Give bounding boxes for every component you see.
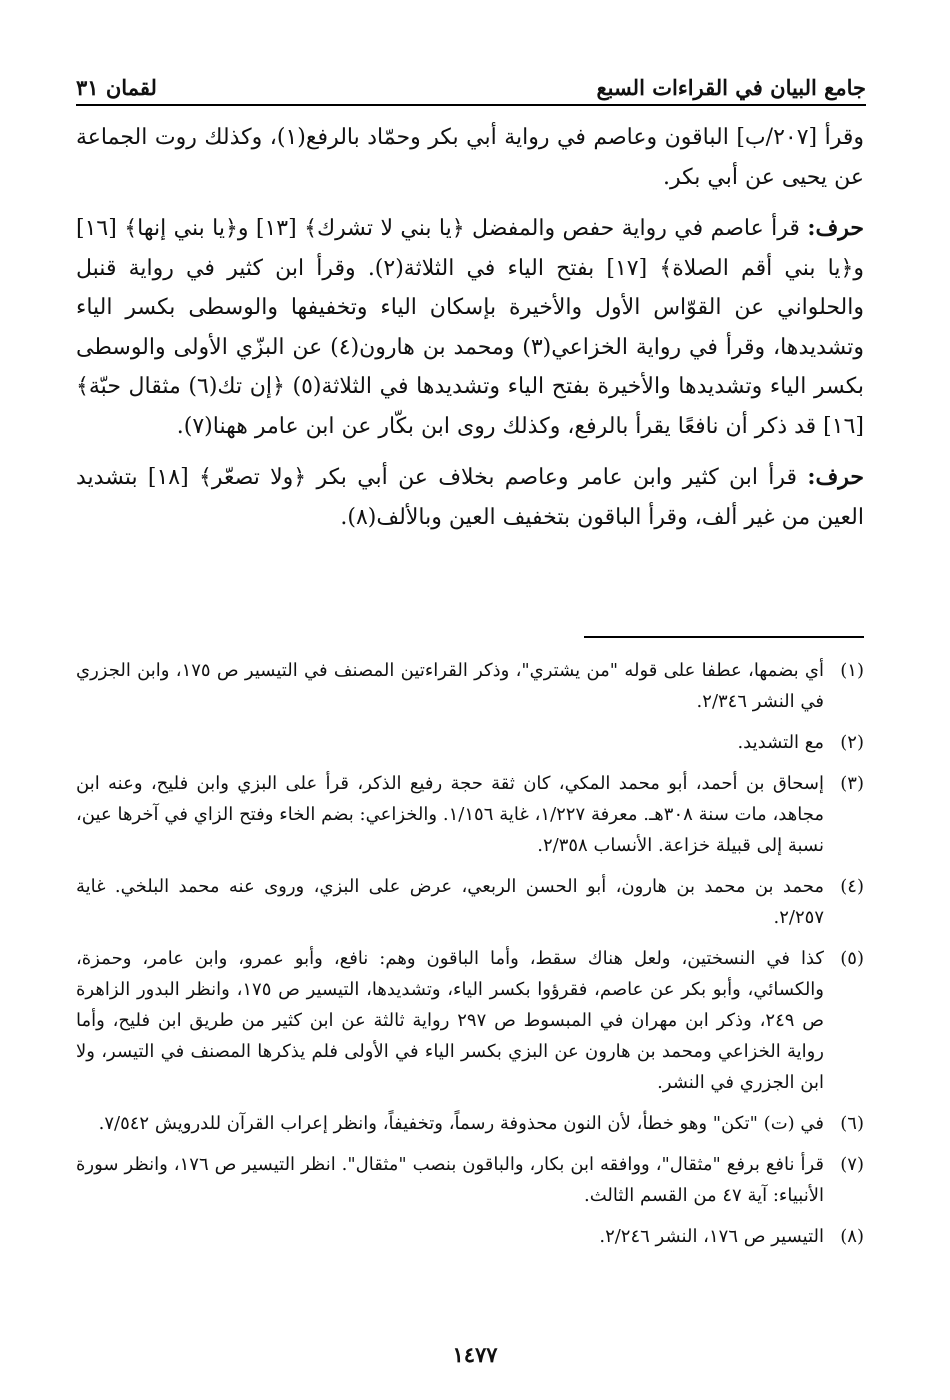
footnote bbox=[76, 1108, 864, 1139]
footnote-number: (٢) bbox=[840, 732, 864, 753]
footnote-number: (٦) bbox=[840, 1113, 864, 1134]
footnotes bbox=[76, 655, 864, 1262]
footnote-number: (٨) bbox=[840, 1226, 864, 1247]
surah-label: لقمان ٣١ bbox=[76, 75, 157, 100]
paragraph-2 bbox=[76, 209, 864, 446]
footnote bbox=[76, 871, 864, 933]
paragraph-3 bbox=[76, 458, 864, 537]
footnote bbox=[76, 727, 864, 758]
paragraph-2-text: قرأ عاصم في رواية حفص والمفضل ﴿يا بني لا تشرك﴾ [١٣] و﴿يا بني إنها﴾ [١٦] و﴿يا بني أقم الصلاة﴾ [١٧] بفتح الياء في الثلاثة(٢). وقرأ ابن كثير في رواية قنبل والحلواني عن القوّاس الأول والأخيرة بإسكان الياء وتخفيفها والوسطى بكسر الياء وتشديدها، وقرأ في رواية الخزاعي(٣) ومحمد بن هارون(٤) عن البزّي الأولى والوسطى بكسر الياء وتشديدها والأخيرة بفتح الياء وتشديدها في الثلاثة(٥) ﴿إن تك(٦) مثقال حبّة﴾ [١٦] قد ذكر أن نافعًا يقرأ بالرفع، وكذلك روى ابن بكّار عن ابن عامر ههنا(٧). bbox=[76, 216, 865, 439]
running-header bbox=[76, 66, 866, 106]
footnote bbox=[76, 943, 864, 1098]
paragraph-3-text: قرأ ابن كثير وابن عامر وعاصم بخلاف عن أبي بكر ﴿ولا تصعّر﴾ [١٨] بتشديد العين من غير ألف، وقرأ الباقون بتخفيف العين وبالألف(٨). bbox=[76, 465, 864, 530]
footnote-text: مع التشديد. bbox=[737, 732, 824, 753]
footnote bbox=[76, 768, 864, 861]
footnote-text: محمد بن محمد بن هارون، أبو الحسن الربعي، عرض على البزي، وروى عنه محمد البلخي. غاية ٢/٢٥٧. bbox=[76, 876, 824, 928]
page-number: ١٤٧٧ bbox=[452, 1342, 498, 1367]
footnote-number: (١) bbox=[840, 660, 864, 681]
footnote-number: (٤) bbox=[840, 876, 864, 897]
footnote-divider bbox=[584, 636, 864, 638]
footnote bbox=[76, 1149, 864, 1211]
footnote bbox=[76, 1221, 864, 1252]
footnote-text: في (ت) "تكن" وهو خطأ، لأن النون محذوفة رسماً، وتخفيفاً، وانظر إعراب القرآن للدرويش ٧/٥٤٢. bbox=[98, 1113, 824, 1134]
footnote-number: (٥) bbox=[840, 948, 864, 969]
footnote-text: قرأ نافع برفع "مثقال"، ووافقه ابن بكار، والباقون بنصب "مثقال". انظر التيسير ص ١٧٦، وانظر سورة الأنبياء: آية ٤٧ من القسم الثالث. bbox=[76, 1154, 824, 1206]
footnote bbox=[76, 655, 864, 717]
section-keyword: حرف: bbox=[807, 464, 864, 490]
paragraph-1-text: وقرأ [٢٠٧/ب] الباقون وعاصم في رواية أبي بكر وحمّاد بالرفع(١)، وكذلك روت الجماعة عن يحيى عن أبي بكر. bbox=[76, 125, 865, 190]
footnote-text: كذا في النسختين، ولعل هناك سقط، وأما الباقون وهم: نافع، وأبو عمرو، وابن عامر، وحمزة، والكسائي، وأبو بكر عن عاصم، فقرؤوا بكسر الياء، وتشديدها، التيسير ص ١٧٥، وانظر البدور الزاهرة ص ٢٤٩، وذكر ابن مهران في المبسوط ص ٢٩٧ رواية ثالثة عن ابن كثير من طريق ابن فليح، وأما رواية الخزاعي ومحمد بن هارون عن البزي بكسر الياء في الأولى فلم يذكرها المصنف في التيسر، ولا ابن الجزري في النشر. bbox=[76, 948, 825, 1093]
footnote-number: (٣) bbox=[840, 773, 864, 794]
book-title: جامع البيان في القراءات السبع bbox=[596, 75, 866, 100]
footnote-text: إسحاق بن أحمد، أبو محمد المكي، كان ثقة حجة رفيع الذكر، قرأ على البزي وابن فليح، وعنه ابن مجاهد، مات سنة ٣٠٨هـ. معرفة ١/٢٢٧، غاية ١/١٥٦. والخزاعي: بضم الخاء وفتح الزاي في آخرها عين، نسبة إلى قبيلة خزاعة. الأنساب ٢/٣٥٨. bbox=[76, 773, 824, 856]
main-text bbox=[76, 118, 864, 549]
footnote-number: (٧) bbox=[840, 1154, 864, 1175]
footnote-text: التيسير ص ١٧٦، النشر ٢/٢٤٦. bbox=[599, 1226, 824, 1247]
footnote-text: أي بضمها، عطفا على قوله "من يشتري"، وذكر القراءتين المصنف في التيسير ص ١٧٥، وابن الجزري في النشر ٢/٣٤٦. bbox=[76, 660, 824, 712]
paragraph-1 bbox=[76, 118, 864, 197]
section-keyword: حرف: bbox=[807, 215, 864, 241]
